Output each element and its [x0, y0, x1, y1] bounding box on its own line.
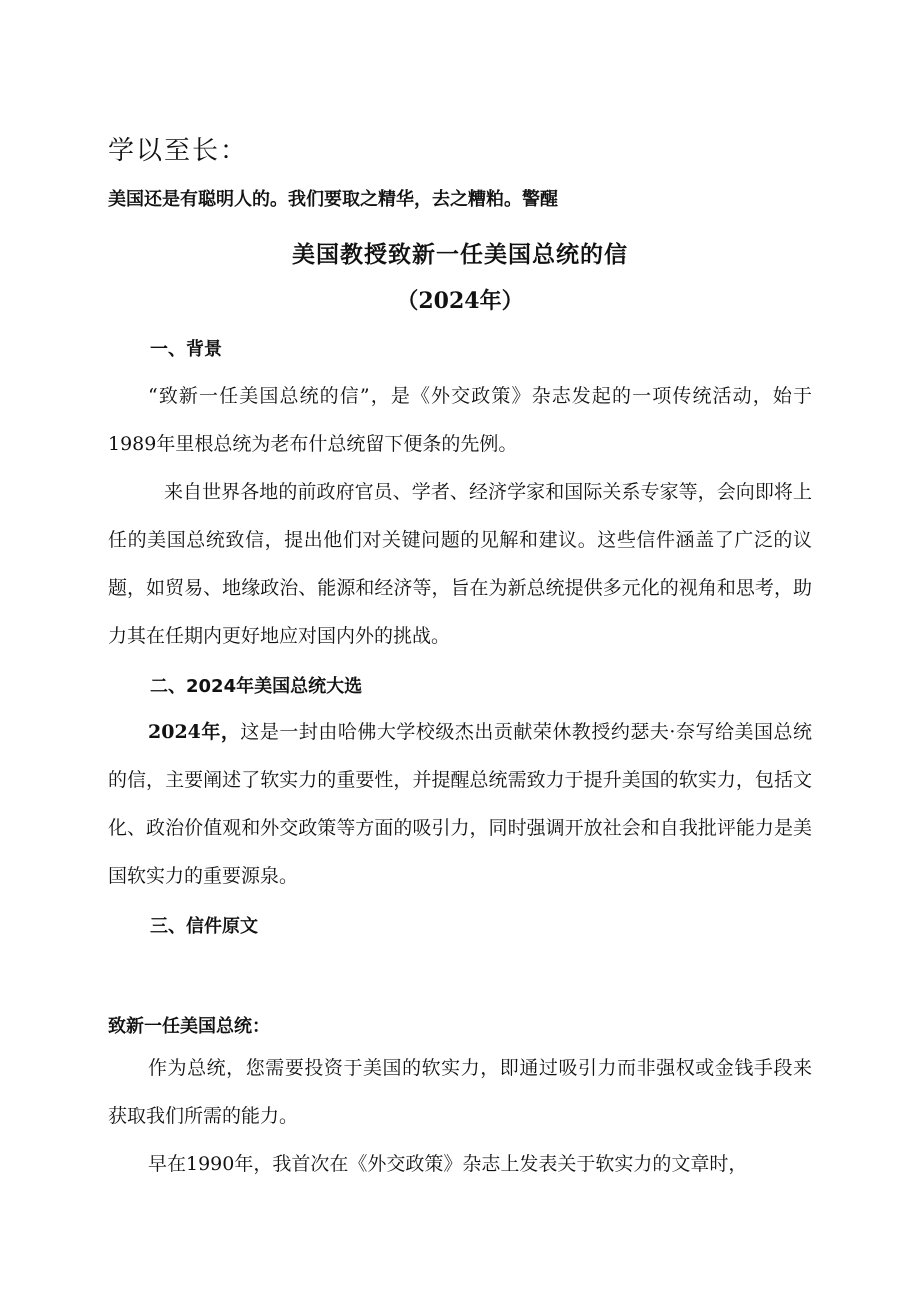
intro-note: 美国还是有聪明人的。我们要取之精华，去之糟粕。警醒: [108, 189, 558, 210]
election-paragraph-body: 这是一封由哈佛大学校级杰出贡献荣休教授约瑟夫·奈写给美国总统的信，主要阐述了软实力的重要性，并提醒总统需致力于提升美国的软实力，包括文化、政治价值观和外交政策等方面的吸引力，同时强调开放社会和自我批评能力是美国软实力的重要源泉。: [108, 721, 812, 887]
document-subtitle: （2024年）: [396, 288, 524, 314]
letter-salutation: 致新一任美国总统：: [108, 1016, 270, 1037]
motto: 学以至长：: [108, 136, 249, 166]
letter-paragraph-2: 早在1990年，我首次在《外交政策》杂志上发表关于软实力的文章时，: [148, 1153, 748, 1175]
section-heading-election: 二、2024年美国总统大选: [150, 676, 363, 697]
background-paragraph-2: 来自世界各地的前政府官员、学者、经济学家和国际关系专家等，会向即将上任的美国总统致信，提出他们对关键问题的见解和建议。这些信件涵盖了广泛的议题，如贸易、地缘政治、能源和经济等，旨在为新总统提供多元化的视角和思考，助力其在任期内更好地应对国内外的挑战。: [108, 481, 812, 647]
section-heading-background: 一、背景: [150, 339, 222, 360]
letter-paragraph-1: 作为总统，您需要投资于美国的软实力，即通过吸引力而非强权或金钱手段来获取我们所需的能力。: [108, 1057, 812, 1127]
section-heading-letter: 三、信件原文: [150, 916, 258, 937]
election-paragraph-lead: 2024年，: [148, 721, 241, 743]
document-title: 美国教授致新一任美国总统的信: [292, 241, 628, 268]
election-paragraph: [108, 708, 812, 900]
background-paragraph-1: “致新一任美国总统的信”，是《外交政策》杂志发起的一项传统活动，始于1989年里根总统为老布什总统留下便条的先例。: [108, 385, 812, 455]
